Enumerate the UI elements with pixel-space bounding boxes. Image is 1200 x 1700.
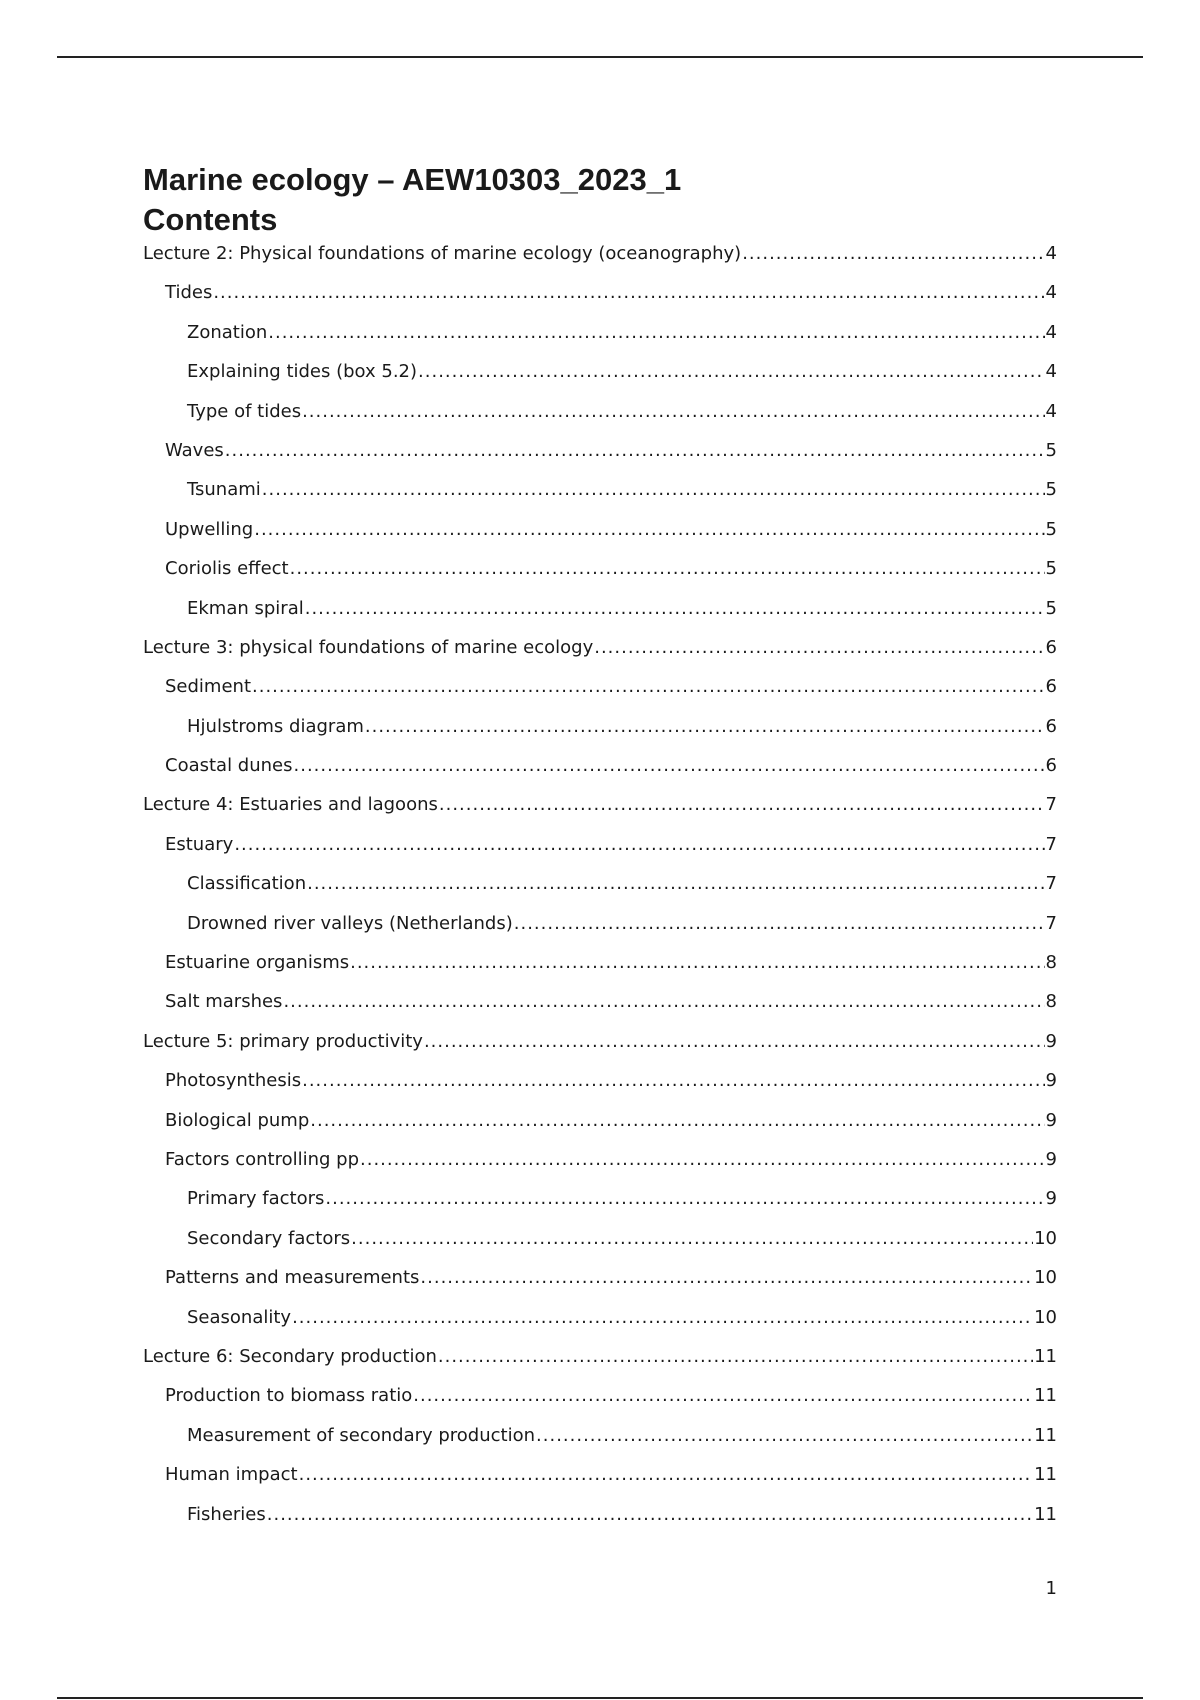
toc-entry-page: 11 (1034, 1503, 1057, 1525)
toc-entry-title: Drowned river valleys (Netherlands) (187, 912, 513, 934)
toc-dot-leader (742, 243, 1044, 264)
toc-entry-page: 5 (1045, 558, 1057, 580)
toc-entry[interactable] (143, 1464, 1057, 1503)
toc-dot-leader (439, 794, 1045, 815)
toc-entry-page: 7 (1045, 794, 1057, 816)
toc-entry-page: 5 (1045, 439, 1057, 461)
toc-entry-page: 5 (1045, 479, 1057, 501)
toc-entry-title: Classification (187, 873, 307, 895)
toc-entry-page: 6 (1045, 755, 1057, 777)
toc-entry-title: Lecture 2: Physical foundations of marine ecology (oceanography) (143, 243, 742, 264)
toc-dot-leader (310, 1110, 1044, 1131)
toc-entry-page: 5 (1045, 518, 1057, 540)
toc-entry-title: Lecture 6: Secondary production (143, 1345, 437, 1367)
toc-entry-page: 8 (1045, 952, 1057, 974)
toc-entry-page: 6 (1045, 676, 1057, 698)
toc-dot-leader (294, 755, 1045, 776)
toc-entry[interactable] (143, 834, 1057, 873)
toc-entry-page: 6 (1045, 636, 1057, 658)
toc-entry[interactable] (143, 1149, 1057, 1188)
toc-entry-title: Estuarine organisms (165, 952, 350, 974)
toc-entry[interactable] (143, 637, 1057, 676)
toc-entry-title: Human impact (165, 1464, 298, 1486)
toc-dot-leader (302, 401, 1044, 422)
toc-entry-title: Secondary factors (187, 1227, 351, 1249)
document-body (143, 160, 1057, 1543)
toc-entry-page: 11 (1034, 1464, 1057, 1486)
toc-entry-title: Hjulstroms diagram (187, 715, 364, 737)
toc-dot-leader (254, 519, 1044, 540)
toc-entry[interactable] (143, 676, 1057, 715)
toc-entry[interactable] (143, 1070, 1057, 1109)
toc-entry[interactable] (143, 519, 1057, 558)
toc-entry-page: 4 (1045, 361, 1057, 383)
toc-entry-title: Factors controlling pp (165, 1148, 360, 1170)
toc-entry-page: 9 (1045, 1109, 1057, 1131)
toc-entry[interactable] (143, 1346, 1057, 1385)
toc-dot-leader (594, 637, 1044, 658)
toc-entry[interactable] (143, 361, 1057, 400)
toc-entry-page: 11 (1034, 1345, 1057, 1367)
toc-entry-page: 9 (1045, 1148, 1057, 1170)
toc-dot-leader (424, 1031, 1045, 1052)
toc-entry-page: 4 (1045, 282, 1057, 304)
toc-entry-page: 8 (1045, 991, 1057, 1013)
toc-entry[interactable] (143, 1385, 1057, 1424)
table-of-contents (143, 243, 1057, 1543)
toc-entry-title: Biological pump (165, 1109, 310, 1131)
toc-entry-title: Lecture 3: physical foundations of marine ecology (143, 636, 594, 658)
toc-entry-title: Primary factors (187, 1188, 325, 1210)
toc-entry-title: Seasonality (187, 1306, 292, 1328)
toc-dot-leader (438, 1346, 1033, 1367)
toc-entry-title: Lecture 5: primary productivity (143, 1030, 423, 1052)
toc-dot-leader (234, 834, 1044, 855)
toc-entry-page: 4 (1045, 400, 1057, 422)
toc-dot-leader (252, 676, 1045, 697)
toc-entry[interactable] (143, 479, 1057, 518)
toc-dot-leader (302, 1070, 1044, 1091)
toc-entry[interactable] (143, 1504, 1057, 1543)
toc-entry-page: 10 (1034, 1227, 1057, 1249)
toc-entry-title: Waves (165, 439, 224, 461)
footer-rule (57, 1697, 1143, 1699)
toc-dot-leader (299, 1464, 1034, 1485)
toc-dot-leader (418, 361, 1045, 382)
toc-dot-leader (305, 598, 1045, 619)
toc-dot-leader (350, 952, 1044, 973)
toc-entry-title: Type of tides (187, 400, 302, 422)
toc-entry-title: Tides (165, 282, 213, 304)
toc-entry[interactable] (143, 952, 1057, 991)
toc-entry[interactable] (143, 598, 1057, 637)
toc-entry-title: Production to biomass ratio (165, 1385, 413, 1407)
toc-entry-title: Estuary (165, 833, 234, 855)
toc-dot-leader (213, 282, 1044, 303)
toc-entry-page: 4 (1045, 321, 1057, 343)
toc-dot-leader (514, 913, 1045, 934)
toc-entry-page: 9 (1045, 1188, 1057, 1210)
toc-dot-leader (262, 479, 1045, 500)
toc-entry[interactable] (143, 1228, 1057, 1267)
toc-entry-page: 6 (1045, 715, 1057, 737)
toc-entry[interactable] (143, 243, 1057, 282)
header-rule (57, 56, 1143, 58)
toc-dot-leader (365, 716, 1045, 737)
toc-entry-page: 7 (1045, 912, 1057, 934)
toc-entry[interactable] (143, 873, 1057, 912)
toc-dot-leader (351, 1228, 1033, 1249)
toc-dot-leader (225, 440, 1045, 461)
toc-entry-title: Patterns and measurements (165, 1267, 420, 1289)
toc-entry-title: Explaining tides (box 5.2) (187, 361, 418, 383)
toc-entry[interactable] (143, 716, 1057, 755)
toc-entry[interactable] (143, 1267, 1057, 1306)
toc-entry[interactable] (143, 1307, 1057, 1346)
toc-entry-title: Zonation (187, 321, 268, 343)
toc-entry[interactable] (143, 991, 1057, 1030)
toc-dot-leader (420, 1267, 1033, 1288)
page-number: 1 (1045, 1578, 1057, 1599)
toc-entry-title: Ekman spiral (187, 597, 304, 619)
toc-entry[interactable] (143, 1110, 1057, 1149)
toc-entry-page: 4 (1045, 243, 1057, 264)
toc-entry[interactable] (143, 401, 1057, 440)
toc-entry-title: Lecture 4: Estuaries and lagoons (143, 794, 438, 816)
toc-dot-leader (292, 1307, 1033, 1328)
document-title: Marine ecology – AEW10303_2023_1 (143, 162, 682, 197)
toc-entry-page: 10 (1034, 1306, 1057, 1328)
toc-dot-leader (267, 1504, 1033, 1525)
toc-entry[interactable] (143, 755, 1057, 794)
toc-entry-page: 11 (1034, 1424, 1057, 1446)
toc-entry[interactable] (143, 913, 1057, 952)
toc-dot-leader (283, 991, 1044, 1012)
toc-entry-page: 11 (1034, 1385, 1057, 1407)
toc-entry-title: Salt marshes (165, 991, 283, 1013)
toc-entry-title: Measurement of secondary production (187, 1424, 536, 1446)
toc-entry-page: 9 (1045, 1070, 1057, 1092)
toc-dot-leader (536, 1425, 1033, 1446)
toc-entry-title: Fisheries (187, 1503, 266, 1525)
toc-dot-leader (325, 1188, 1044, 1209)
toc-entry[interactable] (143, 558, 1057, 597)
toc-entry-title: Coriolis effect (165, 558, 289, 580)
toc-entry-title: Sediment (165, 676, 252, 698)
toc-dot-leader (307, 873, 1044, 894)
toc-entry-page: 7 (1045, 833, 1057, 855)
toc-dot-leader (360, 1149, 1045, 1170)
toc-entry[interactable] (143, 282, 1057, 321)
toc-entry-title: Tsunami (187, 479, 261, 501)
toc-entry[interactable] (143, 440, 1057, 479)
toc-entry-title: Photosynthesis (165, 1070, 302, 1092)
toc-entry[interactable] (143, 1031, 1057, 1070)
toc-dot-leader (290, 558, 1045, 579)
toc-entry-page: 9 (1045, 1030, 1057, 1052)
toc-entry-title: Upwelling (165, 518, 254, 540)
toc-entry-page: 7 (1045, 873, 1057, 895)
toc-dot-leader (268, 322, 1044, 343)
toc-heading: Contents (143, 202, 278, 237)
toc-entry[interactable] (143, 1188, 1057, 1227)
toc-entry[interactable] (143, 322, 1057, 361)
toc-entry-page: 10 (1034, 1267, 1057, 1289)
toc-entry[interactable] (143, 1425, 1057, 1464)
toc-entry-title: Coastal dunes (165, 755, 293, 777)
toc-entry-page: 5 (1045, 597, 1057, 619)
toc-dot-leader (413, 1385, 1033, 1406)
toc-entry[interactable] (143, 794, 1057, 833)
